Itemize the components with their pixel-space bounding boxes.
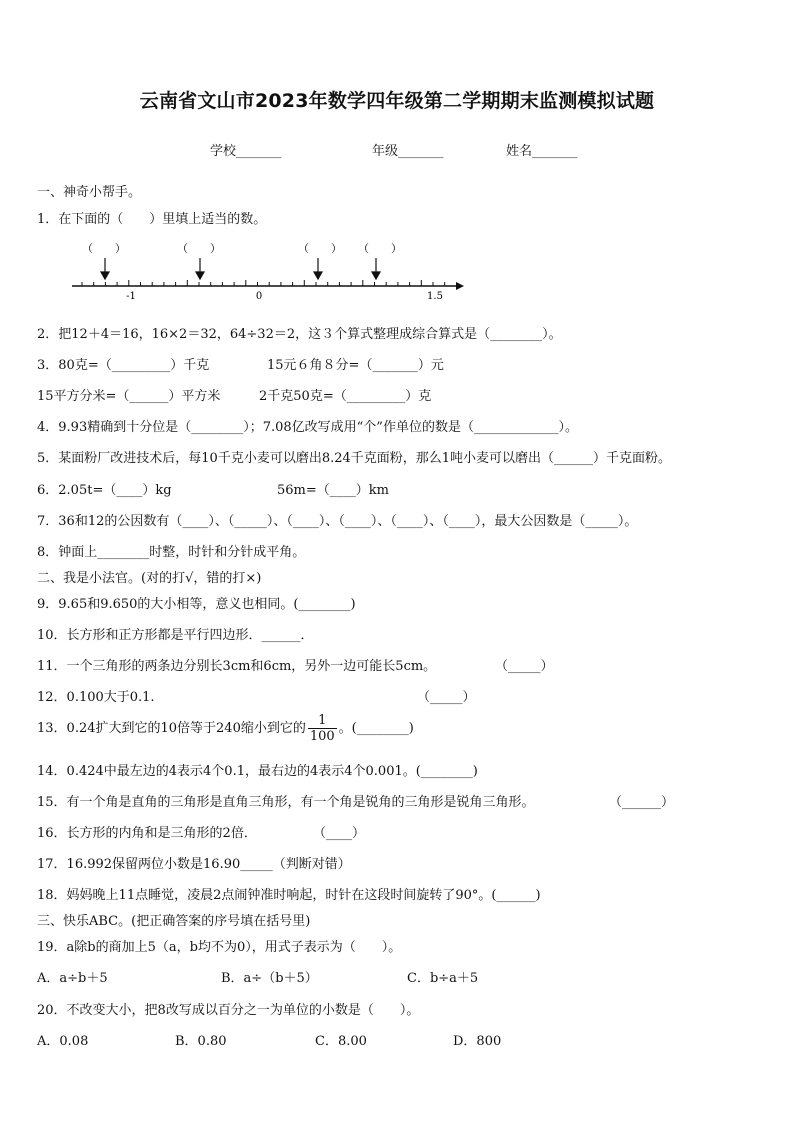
number-line [60, 238, 470, 300]
school-field[interactable]: 学校_______ [210, 144, 282, 159]
option-20-d[interactable]: D．800 [453, 1034, 502, 1049]
question-12 [37, 686, 476, 705]
question-7: 7．36和12的公因数有（____）、（_____）、（____）、（____）、（____）、（____），最大公因数是（_____）。 [37, 514, 638, 529]
axis-arrow [456, 282, 464, 290]
tick-label-1-5: 1.5 [427, 291, 443, 300]
section-heading-1: 一、神奇小帮手。 [37, 185, 142, 200]
fraction-numerator: 1 [308, 713, 337, 729]
option-19-a[interactable]: A．a÷b＋5 [37, 971, 108, 986]
question-20-options [37, 1030, 501, 1049]
question-6a: 6．2.05t=（____）kg [37, 483, 172, 498]
question-16-text: 16．长方形的内角和是三角形的2倍． [37, 826, 257, 841]
question-20: 20．不改变大小，把8改写成以百分之一为单位的小数是（ ）。 [37, 1003, 420, 1018]
question-5: 5．某面粉厂改进技术后，每10千克小麦可以磨出8.24千克面粉，那么1吨小麦可以磨出（______）千克面粉。 [37, 451, 672, 466]
question-3-row-2 [37, 385, 431, 404]
fraction-1-100 [308, 713, 337, 744]
option-19-b[interactable]: B．a÷（b＋5） [221, 971, 318, 986]
option-20-b[interactable]: B．0.80 [175, 1034, 227, 1049]
number-line-blank-4[interactable]: （ ） [358, 242, 402, 255]
question-13-blank[interactable]: 。(________) [338, 721, 414, 736]
question-3a: 3．80克=（_________）千克 [37, 358, 210, 373]
question-14: 14．0.424中最左边的4表示4个0.1，最右边的4表示4个0.001。(________) [37, 764, 478, 779]
name-field[interactable]: 姓名_______ [506, 144, 578, 159]
question-15-text: 15．有一个角是直角的三角形是直角三角形，有一个角是锐角的三角形是锐角三角形。 [37, 795, 535, 810]
question-15 [37, 791, 674, 810]
question-11-blank[interactable]: （_____） [495, 659, 554, 674]
question-16 [37, 822, 365, 841]
question-13 [37, 713, 414, 744]
question-4: 4．9.93精确到十分位是（________）；7.08亿改写成用“个”作单位的数是（_____________）。 [37, 420, 578, 435]
question-19: 19．a除b的商加上5（a，b均不为0），用式子表示为（ ）。 [37, 940, 402, 955]
question-17: 17．16.992保留两位小数是16.90_____（判断对错） [37, 857, 351, 872]
question-6 [37, 479, 389, 498]
tick-label-0: 0 [255, 291, 263, 300]
section-heading-2: 二、我是小法官。(对的打√，错的打×) [37, 571, 262, 586]
question-15-blank[interactable]: （______） [609, 795, 675, 810]
question-18: 18．妈妈晚上11点睡觉，凌晨2点闹钟准时响起，时针在这段时间旋转了90°。(______) [37, 888, 541, 903]
question-16-blank[interactable]: （____） [313, 826, 366, 841]
question-9: 9．9.65和9.650的大小相等，意义也相同。(________) [37, 597, 356, 612]
option-19-c[interactable]: C．b÷a＋5 [407, 971, 479, 986]
question-11-text: 11．一个三角形的两条边分别长3cm和6cm，另外一边可能长5cm。 [37, 659, 437, 674]
question-1: 1．在下面的（ ）里填上适当的数。 [37, 212, 267, 227]
fraction-denominator: 100 [309, 729, 335, 744]
question-12-text: 12．0.100大于0.1. [37, 690, 155, 705]
question-12-blank[interactable]: （_____） [417, 690, 476, 705]
question-6b: 56m=（____）km [277, 483, 389, 498]
question-3-row-1 [37, 354, 444, 373]
question-11 [37, 655, 554, 674]
question-3b: 15元６角８分=（_______）元 [267, 358, 444, 373]
arrow-head-4 [372, 272, 380, 279]
page-title: 云南省文山市2023年数学四年级第二学期期末监测模拟试题 [139, 90, 655, 112]
number-line-blank-1[interactable]: （ ） [82, 242, 126, 255]
option-20-c[interactable]: C．8.00 [315, 1034, 367, 1049]
arrow-head-2 [196, 272, 204, 279]
arrow-head-1 [101, 272, 109, 279]
grade-field[interactable]: 年级_______ [372, 144, 444, 159]
option-20-a[interactable]: A．0.08 [37, 1034, 89, 1049]
question-8: 8．钟面上________时整，时针和分针成平角。 [37, 545, 306, 560]
number-line-blank-3[interactable]: （ ） [298, 242, 342, 255]
section-heading-3: 三、快乐ABC。(把正确答案的序号填在括号里) [37, 914, 311, 929]
question-10: 10．长方形和正方形都是平行四边形．______． [37, 628, 314, 643]
question-2: 2．把12＋4＝16，16×2＝32，64÷32＝2，这３个算式整理成综合算式是（________）。 [37, 327, 562, 342]
question-3d: 2千克50克=（_________）克 [259, 389, 432, 404]
question-13-text: 13．0.24扩大到它的10倍等于240缩小到它的 [37, 721, 306, 736]
tick-label-minus-1: -1 [126, 291, 136, 300]
number-line-blank-2[interactable]: （ ） [177, 242, 221, 255]
question-19-options [37, 967, 478, 986]
arrow-head-3 [314, 272, 322, 279]
question-3c: 15平方分米=（______）平方米 [37, 389, 221, 404]
